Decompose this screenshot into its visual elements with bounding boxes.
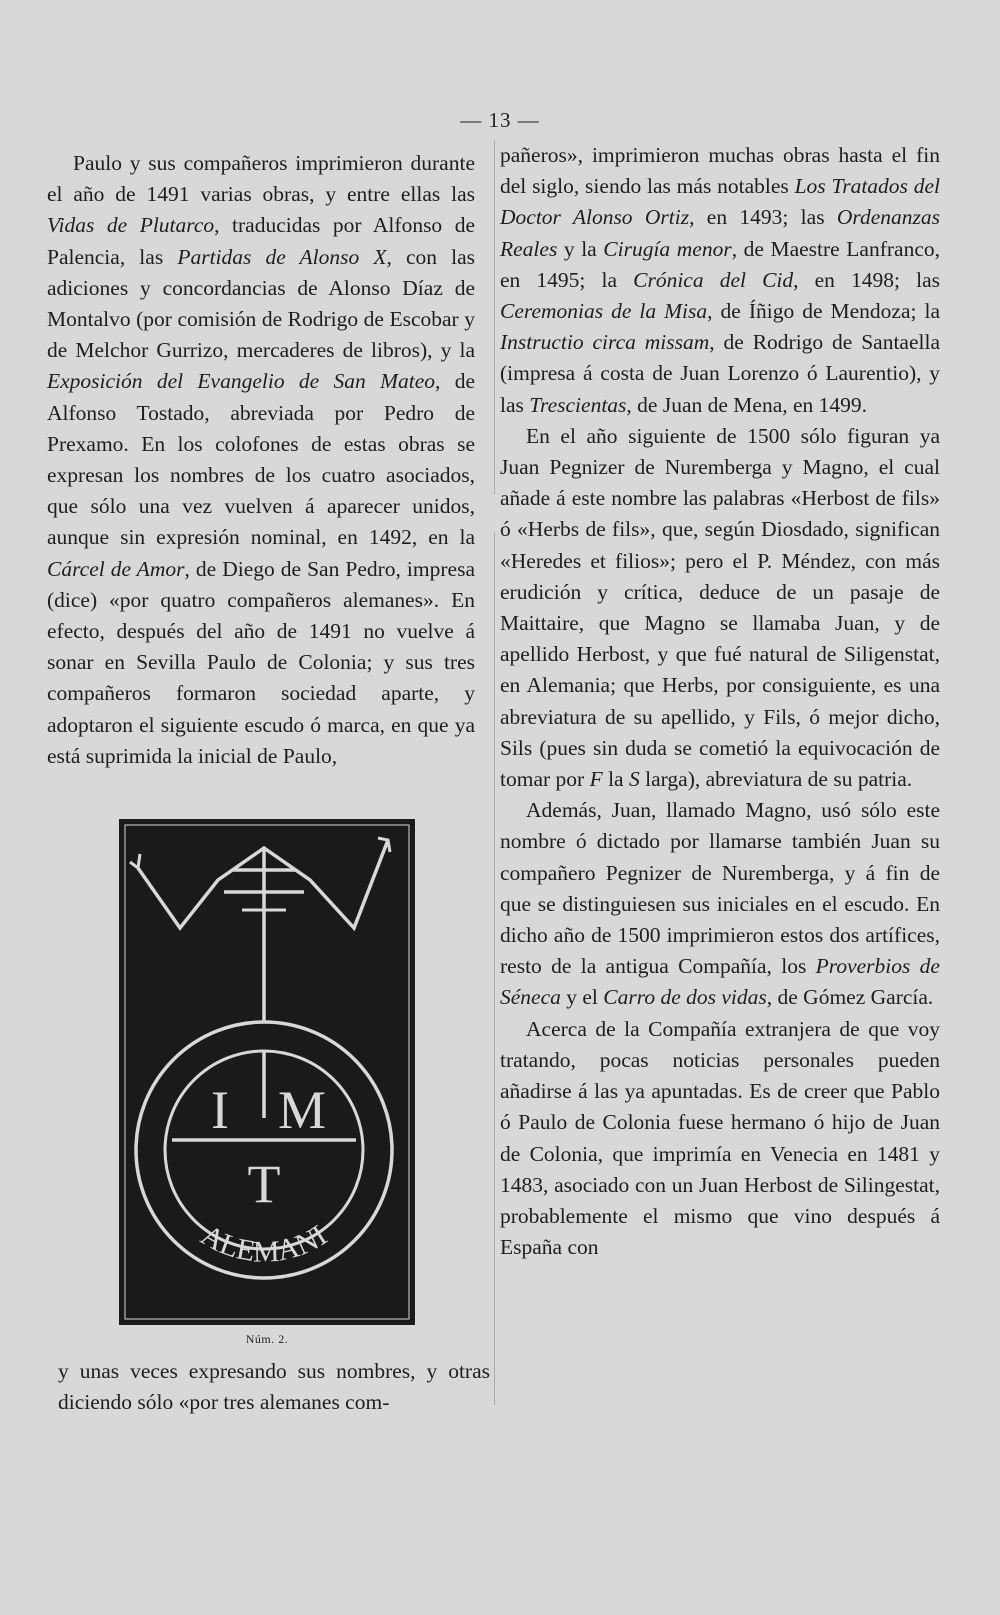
text-run: larga), abreviatura de su patria.	[639, 767, 913, 792]
italic-title: Cárcel de Amor	[47, 556, 185, 581]
text-run: pañeros», imprimieron muchas obras hasta el fin del siglo, siendo las más notables	[500, 143, 940, 199]
text-run: , de Juan de Mena, en 1499.	[626, 392, 868, 417]
right-paragraph-3	[500, 795, 940, 1013]
text-run: , traducidas por Alfonso de Palencia, las	[47, 213, 475, 269]
text-run: la	[602, 767, 629, 792]
text-run: Paulo y sus compañeros imprimieron durante el año de 1491 varias obras, y entre ellas las	[47, 151, 475, 207]
italic-title: Carro de dos vidas	[603, 985, 767, 1010]
italic-title: Partidas de Alonso X	[177, 244, 387, 269]
left-paragraph	[47, 148, 475, 772]
text-run: , de Íñigo de Mendoza; la	[707, 299, 940, 324]
italic-title: Exposición del Evangelio de San Mateo	[47, 369, 436, 394]
left-continuation-text: y unas veces expresando sus nombres, y otras diciendo sólo «por tres alemanes com-	[58, 1359, 490, 1415]
italic-title: Proverbios de Séneca	[500, 954, 940, 1010]
italic-title: Trescientas	[529, 392, 627, 417]
italic-title: Crónica del Cid	[633, 267, 794, 292]
italic-title: Ceremonias de la Misa	[500, 299, 708, 324]
page-number: — 13 —	[460, 108, 540, 132]
text-run: , en 1498; las	[793, 267, 940, 292]
mark-inscription: ALEMANI	[195, 1218, 333, 1269]
italic-title: Cirugía menor	[603, 236, 732, 261]
italic-title: F	[589, 767, 603, 792]
text-run: Acerca de la Compañía extranjera de que voy tratando, pocas noticias personales pueden añadirse á las ya apuntadas. Es de creer que Pablo ó Paulo de Colonia fuese hermano ó hijo de Juan de Colonia, que imprimía en Venecia en 1481 y 1483, asociado con un Juan Herbost de Silingestat, probablemente el mismo que vino después á España con	[500, 1016, 940, 1260]
text-run: Además, Juan, llamado Magno, usó sólo este nombre ó dictado por llamarse también Juan su compañero Pegnizer de Nuremberga, y á fin de que se distinguiesen sus iniciales en el escudo. En dicho año de 1500 imprimieron estos dos artífices, resto de la antigua Compañía, los	[500, 798, 940, 979]
italic-title: S	[628, 767, 640, 792]
text-run: y el	[560, 985, 604, 1010]
text-run: , de Rodrigo de Santaella (impresa á costa de Juan Lorenzo ó Laurentio), y las	[500, 330, 941, 417]
italic-title: Vidas de Plutarco	[47, 213, 215, 238]
text-run: , con las adiciones y concordancias de Alonso Díaz de Montalvo (por comisión de Rodrigo de Escobar y de Melchor Gurrizo, mercaderes de libros), y la	[47, 244, 475, 363]
italic-title: Los Tratados del Doctor Alonso Ortiz	[500, 174, 940, 230]
text-run: y la	[557, 236, 604, 261]
right-paragraph-1	[500, 140, 940, 421]
text-run: , en 1493; las	[689, 205, 837, 230]
left-column	[47, 148, 475, 772]
printers-mark-figure	[118, 818, 416, 1326]
italic-title: Instructio circa missam	[500, 330, 710, 355]
text-run: , de Alfonso Tostado, abreviada por Pedro de Prexamo. En los colofones de estas obras se expresan los nombres de los cuatro asociados, que sólo una vez vuelven á aparecer unidos, aunque sin expresión nominal, en 1492, en la	[47, 369, 475, 550]
right-column	[500, 140, 940, 1263]
initial-m: M	[277, 1080, 327, 1140]
initial-i: I	[211, 1080, 229, 1140]
right-paragraph-4	[500, 1014, 940, 1264]
figure-caption: Núm. 2.	[245, 1332, 289, 1346]
text-run: En el año siguiente de 1500 sólo figuran ya Juan Pegnizer de Nuremberga y Magno, el cual añade á este nombre las palabras «Herbost de fils» ó «Herbs de fils», que, según Diosdado, significan «Heredes et filios»; pero el P. Méndez, con más erudición y crítica, deduce de un pasaje de Maittaire, que Magno se llamaba Juan, y de apellido Herbost, y que fué natural de Siligenstat, en Alemania; que Herbs, por consiguiente, es una abreviatura de su apellido, y Fils, ó mejor dicho, Sils (pues sin duda se cometió la equivocación de tomar por	[500, 423, 940, 792]
italic-title: Ordenanzas Reales	[500, 205, 941, 261]
column-rule	[494, 140, 495, 1405]
text-run: , de Maestre Lanfranco, en 1495; la	[500, 236, 940, 292]
text-run: , de Diego de San Pedro, impresa (dice) «por quatro compañeros alemanes». En efecto, después del año de 1491 no vuelve á sonar en Sevilla Paulo de Colonia; y sus tres compañeros formaron sociedad aparte, y adoptaron el siguiente escudo ó marca, en que ya está suprimida la inicial de Paulo,	[47, 556, 475, 768]
left-column-continuation	[58, 1356, 490, 1418]
printers-mark	[118, 818, 416, 1326]
text-run: , de Gómez García.	[766, 985, 934, 1010]
initial-t: T	[247, 1154, 281, 1214]
right-paragraph-2	[500, 421, 940, 795]
